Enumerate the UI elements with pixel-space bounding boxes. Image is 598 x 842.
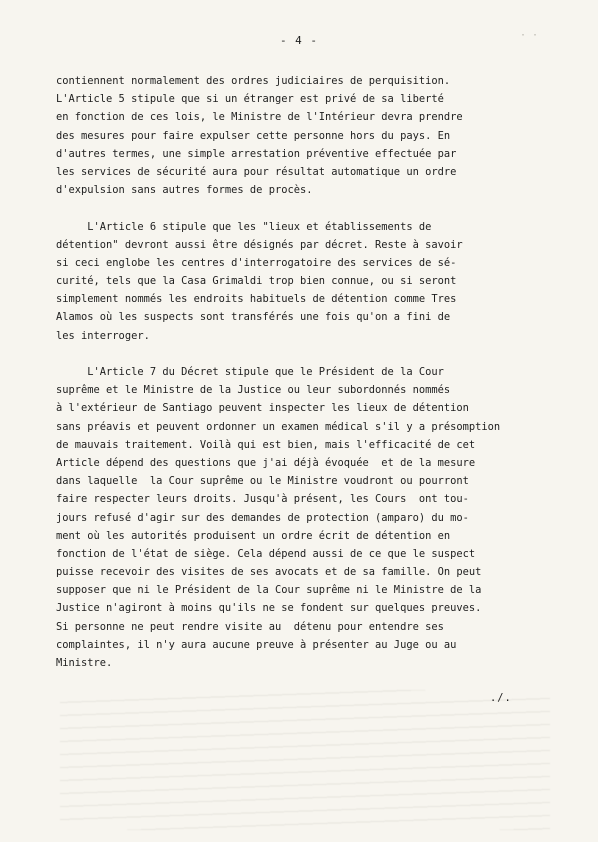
- text-line: faire respecter leurs droits. Jusqu'à présent, les Cours ont tou-: [56, 493, 469, 506]
- text-line: Justice n'agiront à moins qu'ils ne se fondent sur quelques preuves.: [56, 602, 482, 615]
- text-line: les interroger.: [56, 329, 150, 342]
- text-line: L'Article 7 du Décret stipule que le Président de la Cour: [56, 366, 444, 378]
- paragraph-2: [56, 218, 556, 345]
- text-line: contiennent normalement des ordres judiciaires de perquisition.: [56, 75, 451, 87]
- text-line: supposer que ni le Président de la Cour suprême ni le Ministre de la: [56, 584, 482, 597]
- paragraph-gap: [56, 345, 556, 363]
- page-number: - 4 -: [279, 34, 319, 47]
- corner-mark: · ·: [520, 30, 539, 41]
- text-line: fonction de l'état de siège. Cela dépend aussi de ce que le suspect: [56, 547, 476, 560]
- text-line: détention" devront aussi être désignés par décret. Reste à savoir: [56, 238, 463, 251]
- text-line: curité, tels que la Casa Grimaldi trop bien connue, ou si seront: [56, 275, 457, 288]
- text-line: sans préavis et peuvent ordonner un examen médical s'il y a présomption: [56, 420, 501, 433]
- text-line: L'Article 6 stipule que les "lieux et établissements de: [56, 220, 432, 233]
- body-text: [56, 72, 556, 672]
- text-line: d'expulsion sans autres formes de procès.: [56, 184, 313, 197]
- text-line: suprême et le Ministre de la Justice ou leur subordonnés nommés: [56, 384, 451, 397]
- text-line: simplement nommés les endroits habituels de détention comme Tres: [56, 293, 457, 306]
- text-line: dans laquelle la Cour suprême ou le Ministre voudront ou pourront: [56, 475, 469, 488]
- bleed-through-texture: [60, 690, 550, 830]
- text-line: des mesures pour faire expulser cette personne hors du pays. En: [56, 129, 451, 142]
- text-line: à l'extérieur de Santiago peuvent inspecter les lieux de détention: [56, 402, 469, 415]
- closing-mark: ./.: [490, 692, 512, 704]
- text-line: si ceci englobe les centres d'interrogatoire des services de sé-: [56, 256, 457, 269]
- text-line: L'Article 5 stipule que si un étranger est privé de sa liberté: [56, 93, 444, 106]
- text-line: complaintes, il n'y aura aucune preuve à présenter au Juge ou au: [56, 638, 457, 651]
- paragraph-gap: [56, 199, 556, 217]
- text-line: Si personne ne peut rendre visite au détenu pour entendre ses: [56, 620, 444, 633]
- text-line: de mauvais traitement. Voilà qui est bien, mais l'efficacité de cet: [56, 438, 476, 451]
- paragraph-1: [56, 72, 556, 199]
- paragraph-3: [56, 363, 556, 672]
- text-line: Ministre.: [56, 657, 113, 669]
- text-line: d'autres termes, une simple arrestation préventive effectuée par: [56, 147, 457, 160]
- text-line: les services de sécurité aura pour résultat automatique un ordre: [56, 165, 457, 178]
- text-line: jours refusé d'agir sur des demandes de protection (amparo) du mo-: [56, 511, 469, 524]
- text-line: puisse recevoir des visites de ses avocats et de sa famille. On peut: [56, 566, 482, 579]
- text-line: Alamos où les suspects sont transférés une fois qu'on a fini de: [56, 311, 451, 324]
- text-line: en fonction de ces lois, le Ministre de l'Intérieur devra prendre: [56, 111, 463, 124]
- text-line: ment où les autorités produisent un ordre écrit de détention en: [56, 529, 451, 542]
- text-line: Article dépend des questions que j'ai déjà évoquée et de la mesure: [56, 456, 476, 469]
